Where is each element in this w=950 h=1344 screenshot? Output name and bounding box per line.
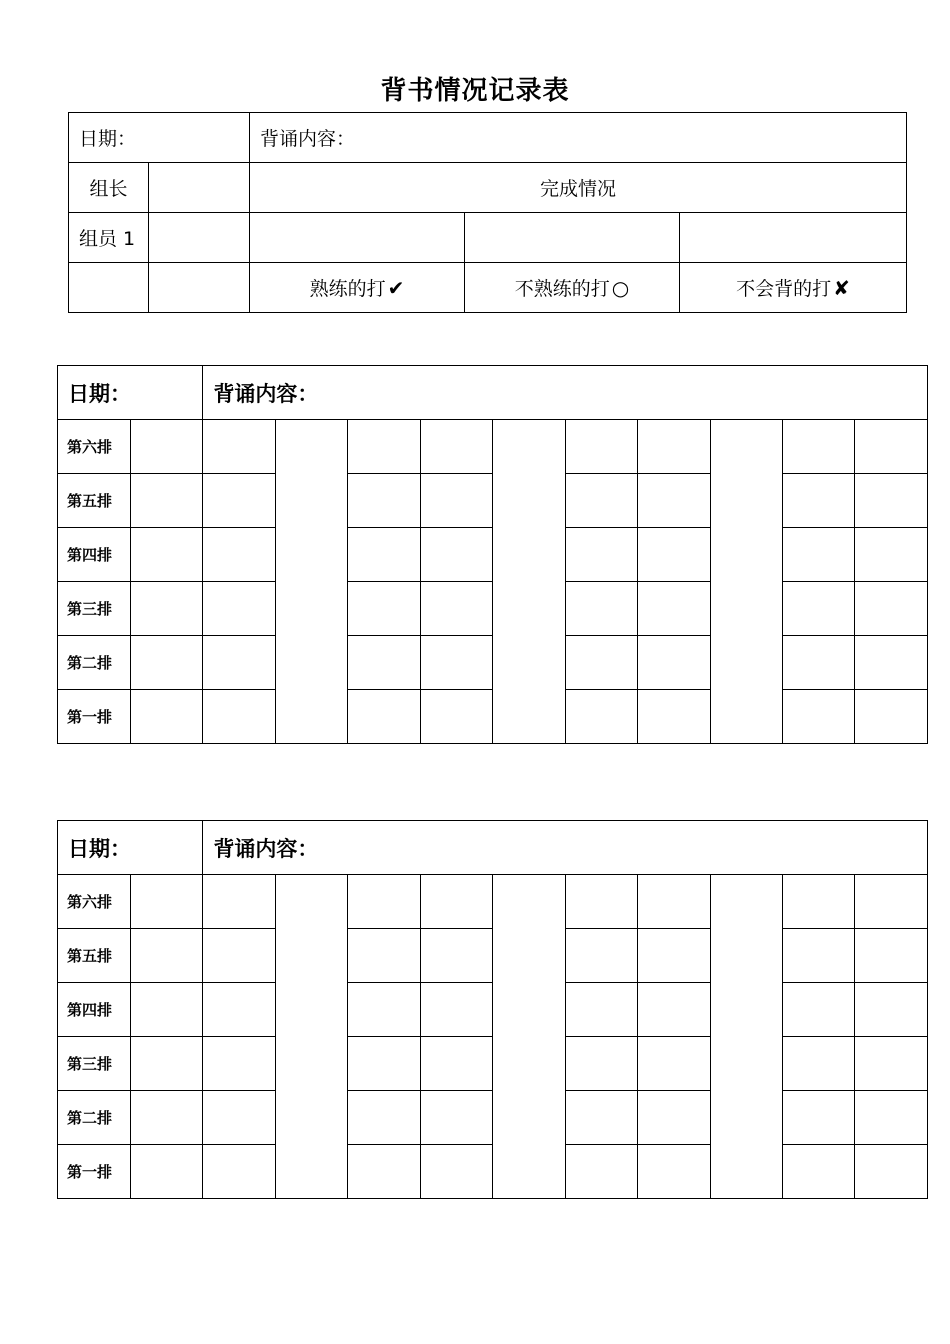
seat-cell[interactable] xyxy=(131,929,203,983)
seat-cell[interactable] xyxy=(855,1037,928,1091)
seat-cell[interactable] xyxy=(131,983,203,1037)
circle-icon: ○ xyxy=(611,276,630,300)
seat-cell[interactable] xyxy=(782,1037,854,1091)
seat-cell[interactable] xyxy=(203,983,275,1037)
seat-cell[interactable] xyxy=(420,636,492,690)
seat-cell[interactable] xyxy=(203,875,275,929)
seat-cell[interactable] xyxy=(420,420,492,474)
row-label: 第三排 xyxy=(58,1037,131,1091)
seat-cell[interactable] xyxy=(855,983,928,1037)
row-label: 第五排 xyxy=(58,474,131,528)
seat-cell[interactable] xyxy=(203,1145,275,1199)
seat-cell[interactable] xyxy=(348,1091,420,1145)
seat-row xyxy=(58,636,928,690)
seat-cell[interactable] xyxy=(203,636,275,690)
seat-cell[interactable] xyxy=(782,420,854,474)
seat-cell[interactable] xyxy=(565,528,637,582)
empty-cell xyxy=(69,263,149,313)
row-label: 第二排 xyxy=(58,636,131,690)
seat-cell[interactable] xyxy=(638,1037,710,1091)
seat-cell[interactable] xyxy=(203,1037,275,1091)
seat-cell[interactable] xyxy=(348,983,420,1037)
seat-cell[interactable] xyxy=(565,1037,637,1091)
seat-cell[interactable] xyxy=(203,1091,275,1145)
empty-cell xyxy=(149,263,250,313)
seat-row xyxy=(58,875,928,929)
seat-cell[interactable] xyxy=(131,1037,203,1091)
seat-cell[interactable] xyxy=(782,929,854,983)
seat-cell[interactable] xyxy=(420,582,492,636)
seat-cell[interactable] xyxy=(348,420,420,474)
seat-cell[interactable] xyxy=(782,636,854,690)
row-label: 第六排 xyxy=(58,875,131,929)
seat-cell[interactable] xyxy=(638,528,710,582)
member-name-cell[interactable] xyxy=(149,213,250,263)
aisle xyxy=(493,875,565,1199)
seat-cell[interactable] xyxy=(782,474,854,528)
seat-cell[interactable] xyxy=(638,636,710,690)
seat-cell[interactable] xyxy=(131,636,203,690)
leader-name-cell[interactable] xyxy=(149,163,250,213)
seat-cell[interactable] xyxy=(131,420,203,474)
seat-cell[interactable] xyxy=(420,1145,492,1199)
seat-cell[interactable] xyxy=(638,582,710,636)
seat-cell[interactable] xyxy=(131,690,203,744)
seat-cell[interactable] xyxy=(855,1145,928,1199)
completion-cell[interactable] xyxy=(680,213,907,263)
seat-cell[interactable] xyxy=(855,875,928,929)
seat-cell[interactable] xyxy=(782,690,854,744)
seat-cell[interactable] xyxy=(348,636,420,690)
seat-cell[interactable] xyxy=(782,875,854,929)
legend-fluent xyxy=(250,263,465,313)
leader-label: 组长 xyxy=(69,163,149,213)
seating-chart-2 xyxy=(57,820,928,1199)
seat-cell[interactable] xyxy=(131,1145,203,1199)
seat-cell[interactable] xyxy=(638,1145,710,1199)
seat-cell[interactable] xyxy=(565,636,637,690)
seat-row xyxy=(58,690,928,744)
summary-table xyxy=(68,112,907,313)
seat-cell[interactable] xyxy=(565,983,637,1037)
legend-text: 不会背的打 xyxy=(736,278,832,300)
completion-cell[interactable] xyxy=(465,213,680,263)
seat-cell[interactable] xyxy=(348,875,420,929)
seat-cell[interactable] xyxy=(782,582,854,636)
seat-row xyxy=(58,929,928,983)
seat-cell[interactable] xyxy=(638,1091,710,1145)
content-field[interactable]: 背诵内容： xyxy=(203,366,927,420)
seat-row xyxy=(58,1145,928,1199)
date-field[interactable]: 日期： xyxy=(58,821,203,875)
seat-row xyxy=(58,528,928,582)
content-field[interactable]: 背诵内容： xyxy=(250,113,907,163)
seat-row xyxy=(58,582,928,636)
row-label: 第四排 xyxy=(58,983,131,1037)
seat-cell[interactable] xyxy=(203,528,275,582)
seat-cell[interactable] xyxy=(782,983,854,1037)
row-label: 第一排 xyxy=(58,690,131,744)
seat-cell[interactable] xyxy=(420,474,492,528)
seat-cell[interactable] xyxy=(131,582,203,636)
seat-cell[interactable] xyxy=(638,690,710,744)
seat-cell[interactable] xyxy=(131,474,203,528)
seat-cell[interactable] xyxy=(348,929,420,983)
legend-not-fluent xyxy=(465,263,680,313)
seat-row xyxy=(58,1091,928,1145)
seat-cell[interactable] xyxy=(131,528,203,582)
seat-cell[interactable] xyxy=(420,1037,492,1091)
seat-cell[interactable] xyxy=(565,929,637,983)
seat-cell[interactable] xyxy=(782,1091,854,1145)
aisle xyxy=(275,875,347,1199)
row-label: 第五排 xyxy=(58,929,131,983)
seat-cell[interactable] xyxy=(348,1037,420,1091)
page-title: 背书情况记录表 xyxy=(380,76,570,106)
seat-cell[interactable] xyxy=(782,1145,854,1199)
seat-cell[interactable] xyxy=(348,690,420,744)
seat-cell[interactable] xyxy=(565,1091,637,1145)
seat-cell[interactable] xyxy=(565,420,637,474)
seat-cell[interactable] xyxy=(565,690,637,744)
seat-cell[interactable] xyxy=(855,582,928,636)
seat-cell[interactable] xyxy=(131,875,203,929)
seat-cell[interactable] xyxy=(565,1145,637,1199)
seat-cell[interactable] xyxy=(420,1091,492,1145)
seat-cell[interactable] xyxy=(855,474,928,528)
seat-row xyxy=(58,420,928,474)
row-label: 第二排 xyxy=(58,1091,131,1145)
seat-cell[interactable] xyxy=(638,420,710,474)
seat-cell[interactable] xyxy=(565,875,637,929)
completion-cell[interactable] xyxy=(250,213,465,263)
row-label: 第三排 xyxy=(58,582,131,636)
legend-text: 熟练的打 xyxy=(309,278,386,300)
row-label: 第一排 xyxy=(58,1145,131,1199)
seat-cell[interactable] xyxy=(203,420,275,474)
date-field[interactable]: 日期： xyxy=(69,113,250,163)
seat-cell[interactable] xyxy=(855,528,928,582)
aisle xyxy=(275,420,347,744)
cross-icon: ✘ xyxy=(833,276,850,300)
seat-cell[interactable] xyxy=(420,875,492,929)
aisle xyxy=(493,420,565,744)
seat-cell[interactable] xyxy=(638,983,710,1037)
date-field[interactable]: 日期： xyxy=(58,366,203,420)
seat-cell[interactable] xyxy=(420,983,492,1037)
seat-cell[interactable] xyxy=(420,690,492,744)
seat-cell[interactable] xyxy=(203,690,275,744)
seat-cell[interactable] xyxy=(131,1091,203,1145)
seat-cell[interactable] xyxy=(348,474,420,528)
seat-cell[interactable] xyxy=(565,474,637,528)
legend-cannot xyxy=(680,263,907,313)
seat-cell[interactable] xyxy=(203,582,275,636)
completion-header: 完成情况 xyxy=(250,163,907,213)
seat-row xyxy=(58,983,928,1037)
seat-cell[interactable] xyxy=(855,929,928,983)
seat-cell[interactable] xyxy=(203,474,275,528)
seat-row xyxy=(58,474,928,528)
row-label: 第六排 xyxy=(58,420,131,474)
seat-cell[interactable] xyxy=(348,582,420,636)
content-field[interactable]: 背诵内容： xyxy=(203,821,927,875)
seat-cell[interactable] xyxy=(348,1145,420,1199)
seat-cell[interactable] xyxy=(203,929,275,983)
member-label: 组员 1 xyxy=(69,213,149,263)
seat-cell[interactable] xyxy=(638,929,710,983)
aisle xyxy=(710,420,782,744)
seat-cell[interactable] xyxy=(638,474,710,528)
seat-cell[interactable] xyxy=(565,582,637,636)
seat-cell[interactable] xyxy=(420,528,492,582)
seat-cell[interactable] xyxy=(638,875,710,929)
seat-cell[interactable] xyxy=(855,636,928,690)
row-label: 第四排 xyxy=(58,528,131,582)
seat-cell[interactable] xyxy=(782,528,854,582)
legend-text: 不熟练的打 xyxy=(514,278,610,300)
seat-cell[interactable] xyxy=(855,1091,928,1145)
seat-cell[interactable] xyxy=(855,420,928,474)
check-icon: ✔ xyxy=(387,276,405,300)
seat-cell[interactable] xyxy=(420,929,492,983)
aisle xyxy=(710,875,782,1199)
seat-cell[interactable] xyxy=(348,528,420,582)
seat-row xyxy=(58,1037,928,1091)
seating-chart-1 xyxy=(57,365,928,744)
seat-cell[interactable] xyxy=(855,690,928,744)
